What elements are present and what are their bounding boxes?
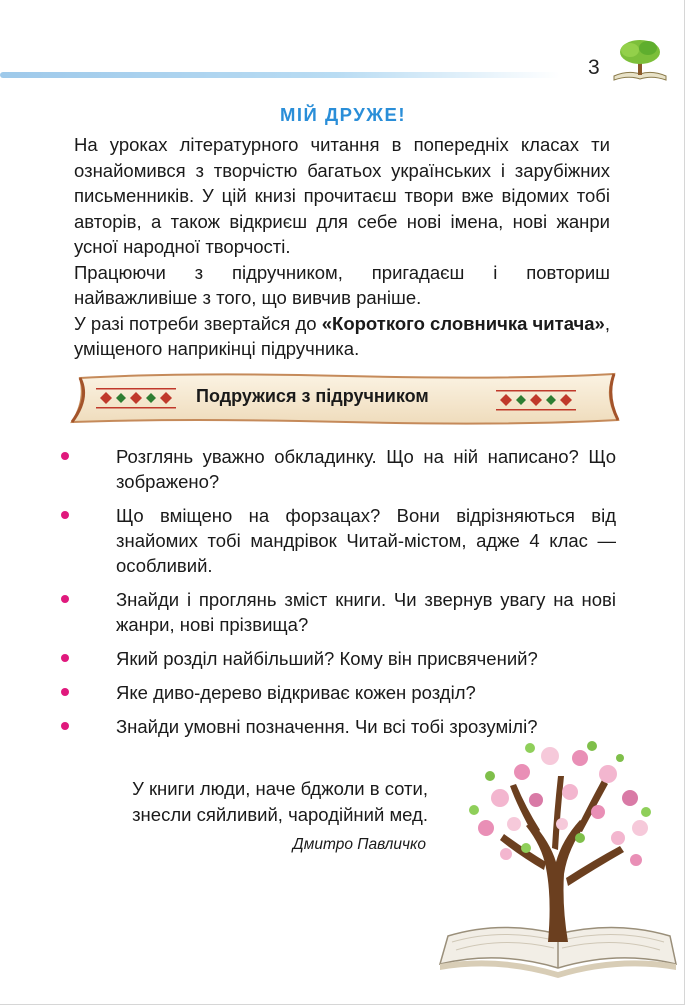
bullet-dot-icon [61, 722, 69, 730]
epigraph-line-2: знесли сяйливий, чародійний мед. [132, 804, 428, 825]
intro-paragraph-1-text: На уроках літературного читання в попередніх класах ти ознайомився з творчістю багатьох українських і зарубіжних письменників. У цій книзі прочитаєш твори вже відомих тобі авторів, а також відкриєш для себе нові імена, нові жанри усної народної творчості. [74, 134, 610, 257]
section-heading: Подружися з підручником [196, 386, 429, 406]
list-item [56, 587, 616, 637]
epigraph [98, 776, 428, 854]
list-item-text: Яке диво-дерево відкриває кожен розділ? [116, 682, 476, 703]
page-title: МІЙ ДРУЖЕ! [280, 104, 406, 125]
page-number: 3 [588, 56, 600, 79]
intro-paragraph-2-text: Працюючи з підручником, пригадаєш і повториш найважливіше з того, що вивчив раніше. [74, 261, 610, 308]
tips-list [56, 444, 616, 748]
bullet-dot-icon [61, 595, 69, 603]
list-item [56, 646, 616, 671]
intro-paragraph-3-end: , уміщеного наприкінці підручника. [74, 312, 610, 359]
list-item-text: Що вміщено на форзацах? Вони відрізняються від знайомих тобі мандрівок Читай-містом, адже 4 клас — особливий. [116, 505, 616, 576]
list-item-text: Розглянь уважно обкладинку. Що на ній написано? Що зображено? [116, 446, 616, 492]
intro-paragraph-3 [74, 311, 610, 362]
list-item [56, 680, 616, 705]
list-item [56, 444, 616, 494]
list-item-text: Який розділ найбільший? Кому він присвячений? [116, 648, 538, 669]
bullet-dot-icon [61, 452, 69, 460]
list-item-text: Знайди умовні позначення. Чи всі тобі зрозумілі? [116, 716, 538, 737]
intro-paragraph-2 [74, 260, 610, 311]
header-divider [0, 72, 560, 78]
blossom-tree-book-illustration [430, 728, 686, 990]
intro-paragraph-3-start: У разі потреби звертайся до [74, 312, 322, 334]
dictionary-reference: «Короткого словничка читача» [321, 312, 605, 334]
list-item [56, 503, 616, 578]
intro-paragraph-1 [74, 132, 610, 260]
epigraph-author: Дмитро Павличко [292, 836, 426, 853]
bullet-dot-icon [61, 654, 69, 662]
epigraph-line-1: У книги люди, наче бджоли в соти, [132, 778, 428, 799]
tree-book-icon [610, 36, 670, 82]
intro-text [74, 132, 610, 362]
bullet-dot-icon [61, 688, 69, 696]
list-item-text: Знайди і проглянь зміст книги. Чи звернув увагу на нові жанри, нові прізвища? [116, 589, 616, 635]
bullet-dot-icon [61, 511, 69, 519]
